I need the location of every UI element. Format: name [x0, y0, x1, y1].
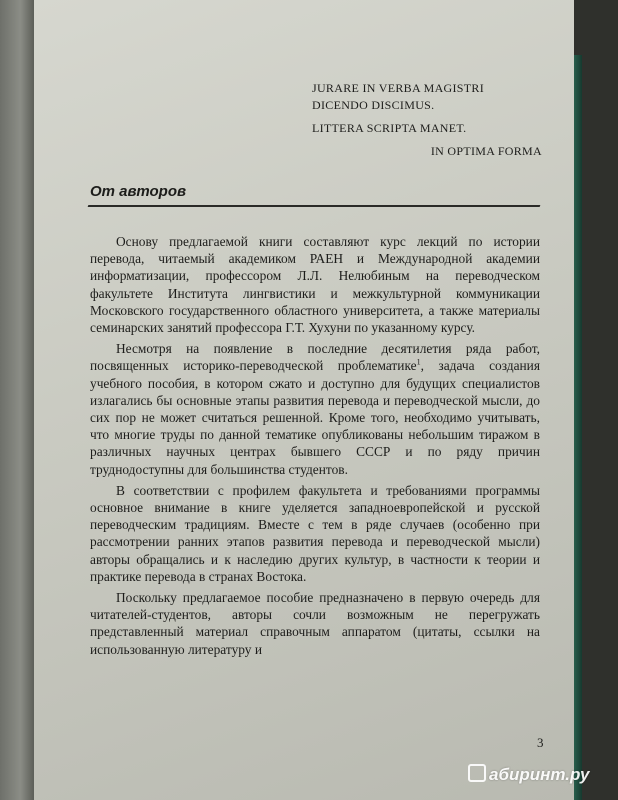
paragraph: В соответствии с профилем факультета и требованиями программы основное внимание в книге уделяется западноевропейской и русской переводческим традициям. Вместе с тем в ряде случаев (особенно при рассмотрении ранних этапов развития перевода и переводческой мысли) авторы обращались и к наследию других культур, в частности к теории и практике перевода в странах Востока.: [90, 482, 540, 584]
section-title: От авторов: [90, 183, 187, 200]
epigraph-line: JURARE IN VERBA MAGISTRI: [312, 81, 484, 95]
paragraph-text: Несмотря на появление в последние десятилетия ряда работ, посвященных историко-переводческой проблематике: [90, 341, 540, 374]
paragraph: Поскольку предлагаемое пособие предназначено в первую очередь для читателей-студентов, авторы сочли возможным не перегружать представленный материал справочным аппаратом (цитаты, ссылки на использованную литературу и: [90, 590, 540, 657]
book-cover-left: [0, 0, 34, 800]
epigraph-line: IN OPTIMA FORMA: [430, 144, 542, 158]
epigraph-line: DICENDO DISCIMUS.: [312, 98, 435, 112]
labirint-logo-icon: [468, 764, 486, 782]
epigraph-line: LITTERA SCRIPTA MANET.: [312, 121, 467, 135]
epigraph: [312, 80, 542, 160]
title-underline: [88, 205, 541, 207]
book-page: [34, 0, 574, 800]
paragraph-text: , задача создания учебного пособия, в котором сжато и доступно для будущих специалистов излагались бы основные этапы развития перевода и переводческой мысли, до сих пор не может считаться решенной. Кроме того, необходимо учитывать, что многие труды по данной тематике опубликованы небольшим тиражом в различных научных центрах бывшего СССР и по ряду причин труднодоступны для большинства студентов.: [90, 358, 540, 477]
paragraph: [90, 340, 540, 478]
watermark-text: абиринт.ру: [489, 765, 590, 784]
footnote-marker: 1: [416, 357, 421, 367]
paragraph: Основу предлагаемой книги составляют курс лекций по истории перевода, читаемый академиком РАЕН и Международной академии информатизации, профессором Л.Л. Нелюбиным на переводческом факультете Института лингвистики и межкультурной коммуникации Московского государственного областного университета, а также материалы семинарских занятий профессора Г.Т. Хухуни по указанному курсу.: [90, 234, 540, 336]
watermark: [468, 764, 589, 785]
page-number: 3: [537, 735, 544, 750]
body-text: [90, 233, 540, 662]
